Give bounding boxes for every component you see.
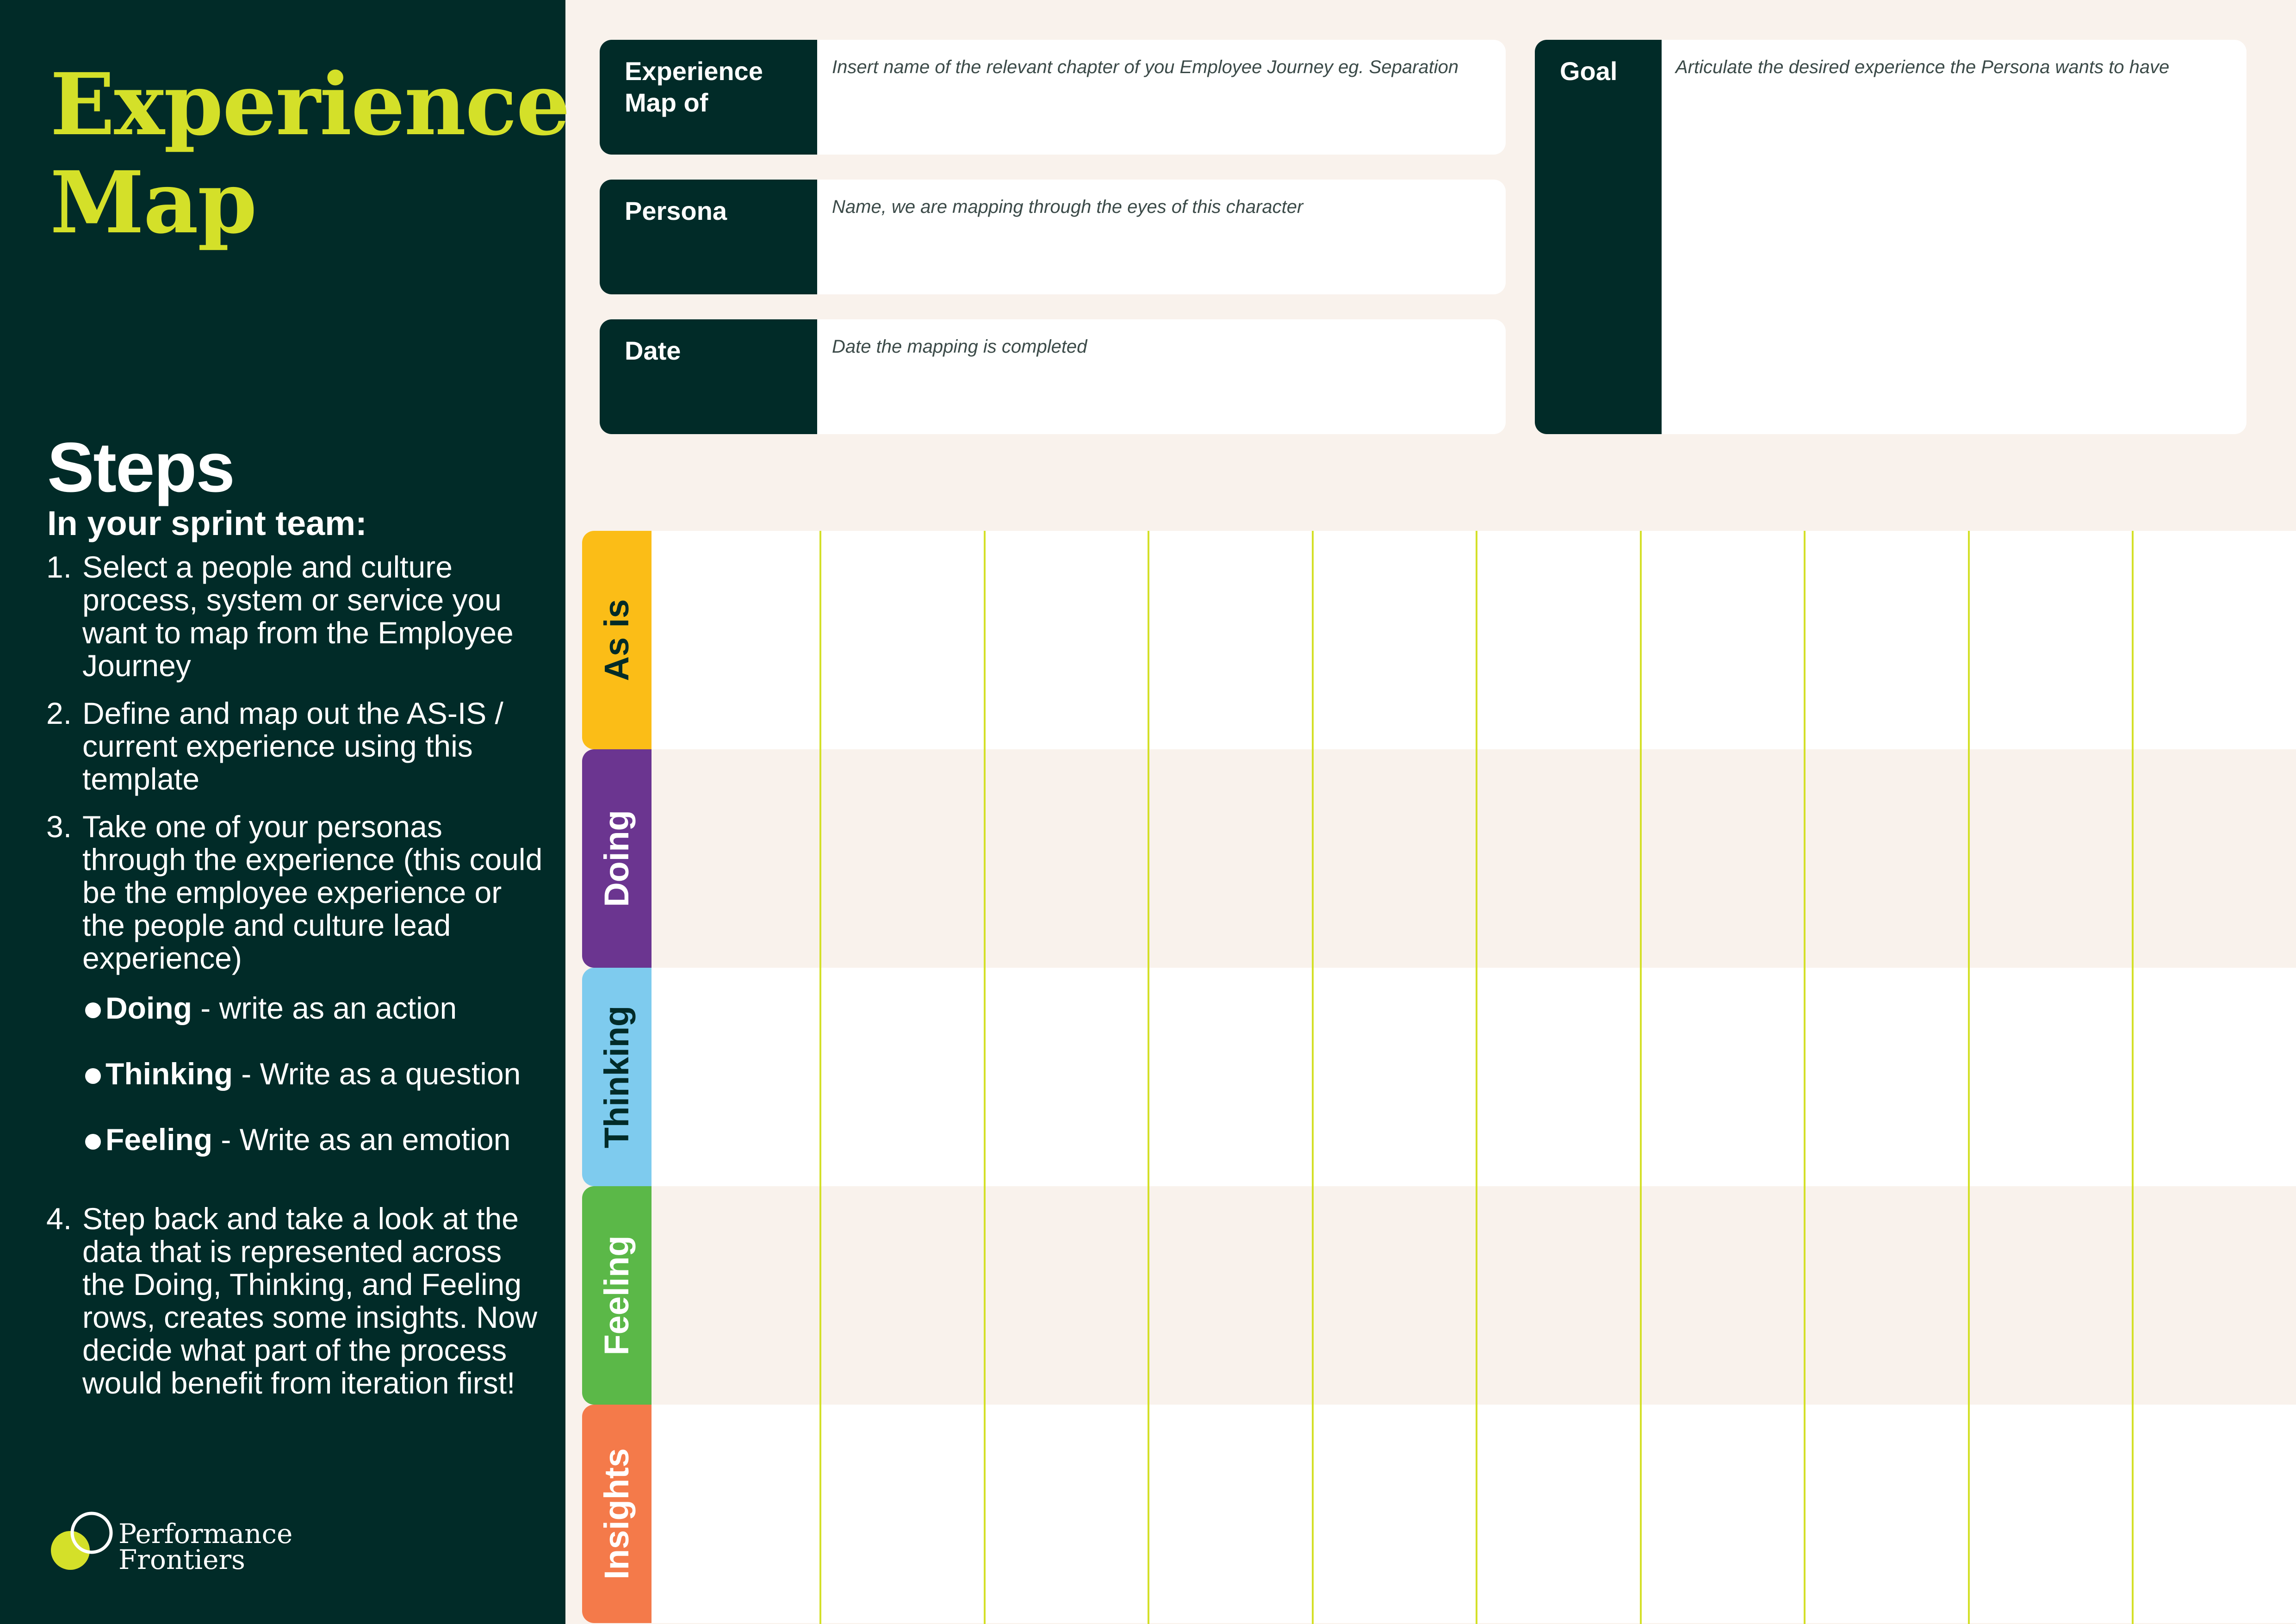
sidebar (0, 0, 570, 1624)
step-item (46, 810, 546, 1188)
row-label-as-is (582, 531, 652, 749)
label-line-1: Experience (625, 56, 763, 86)
bullet-dot-icon (85, 1002, 101, 1018)
brand-line-2: Frontiers (118, 1544, 245, 1575)
persona-box[interactable] (600, 180, 1506, 294)
row-label-feeling (582, 1186, 652, 1405)
row-cells-insights[interactable] (652, 1405, 2296, 1623)
title-line-1: Experience (50, 55, 570, 155)
row-label-text: As is (597, 599, 636, 681)
row-cells-as-is[interactable] (652, 531, 2296, 749)
step-number: 2. (46, 696, 72, 730)
row-cells-feeling[interactable] (652, 1186, 2296, 1405)
brand-name (118, 1518, 293, 1575)
row-label-text: Insights (597, 1448, 636, 1580)
row-thinking (582, 968, 2296, 1186)
row-label-text: Thinking (597, 1005, 636, 1149)
bullet-dot-icon (85, 1068, 101, 1084)
step-item (46, 1202, 546, 1400)
steps-heading: Steps (47, 428, 234, 507)
row-label-doing (582, 749, 652, 968)
bullet-term: Thinking (105, 1057, 233, 1091)
step-text: Step back and take a look at the data that is represented across the Doing, Thinking, and Feeling rows, creates some insights. Now decide what part of the process would benefit from iteration first! (82, 1201, 538, 1400)
bullet-text: - Write as a question (232, 1057, 521, 1091)
brand-line-1: Performance (118, 1518, 293, 1549)
label-line-2: Map of (625, 88, 708, 117)
row-insights (582, 1405, 2296, 1623)
step-text: Define and map out the AS-IS / current experience using this template (82, 696, 503, 796)
row-label-thinking (582, 968, 652, 1186)
date-hint: Date the mapping is completed (832, 336, 1087, 357)
row-label-insights (582, 1405, 652, 1623)
step-number: 4. (46, 1201, 72, 1236)
step-item (46, 697, 546, 796)
step-text: Take one of your personas through the experience (this could be the employee experience or the people and culture lead experience) (82, 809, 543, 975)
bullet-term: Feeling (105, 1122, 213, 1157)
bullet-text: - Write as an emotion (212, 1122, 511, 1157)
step-number: 1. (46, 550, 72, 584)
row-feeling (582, 1186, 2296, 1405)
goal-label: Goal (1535, 40, 1662, 434)
step-text: Select a people and culture process, system or service you want to map from the Employee Journey (82, 550, 514, 683)
bullet-dot-icon (85, 1134, 101, 1150)
persona-hint: Name, we are mapping through the eyes of this character (832, 197, 1303, 217)
row-label-text: Doing (597, 810, 636, 907)
brand-logo (50, 1510, 328, 1574)
persona-label: Persona (600, 180, 817, 294)
bullet-feeling (78, 1123, 546, 1188)
goal-hint: Articulate the desired experience the Persona wants to have (1675, 57, 2170, 77)
step-number: 3. (46, 809, 72, 844)
goal-box[interactable] (1535, 40, 2246, 434)
experience-map-of-hint: Insert name of the relevant chapter of you Employee Journey eg. Separation (832, 57, 1459, 77)
date-box[interactable] (600, 319, 1506, 434)
page-title (50, 55, 570, 253)
bullet-term: Doing (105, 991, 192, 1025)
row-cells-doing[interactable] (652, 749, 2296, 968)
experience-map-of-box[interactable] (600, 40, 1506, 155)
steps-subheading: In your sprint team: (47, 504, 367, 542)
logo-circles-icon (50, 1510, 115, 1574)
bullet-thinking (78, 1057, 546, 1123)
row-cells-thinking[interactable] (652, 968, 2296, 1186)
title-line-2: Map (50, 153, 256, 253)
row-label-text: Feeling (597, 1235, 636, 1356)
bullet-text: - write as an action (192, 991, 457, 1025)
steps-list (46, 551, 546, 1400)
row-as-is (582, 531, 2296, 749)
bullet-doing (78, 991, 546, 1057)
row-doing (582, 749, 2296, 968)
experience-map-of-label (600, 40, 817, 155)
date-label: Date (600, 319, 817, 434)
step-item (46, 551, 546, 682)
bullet-list (78, 991, 546, 1188)
